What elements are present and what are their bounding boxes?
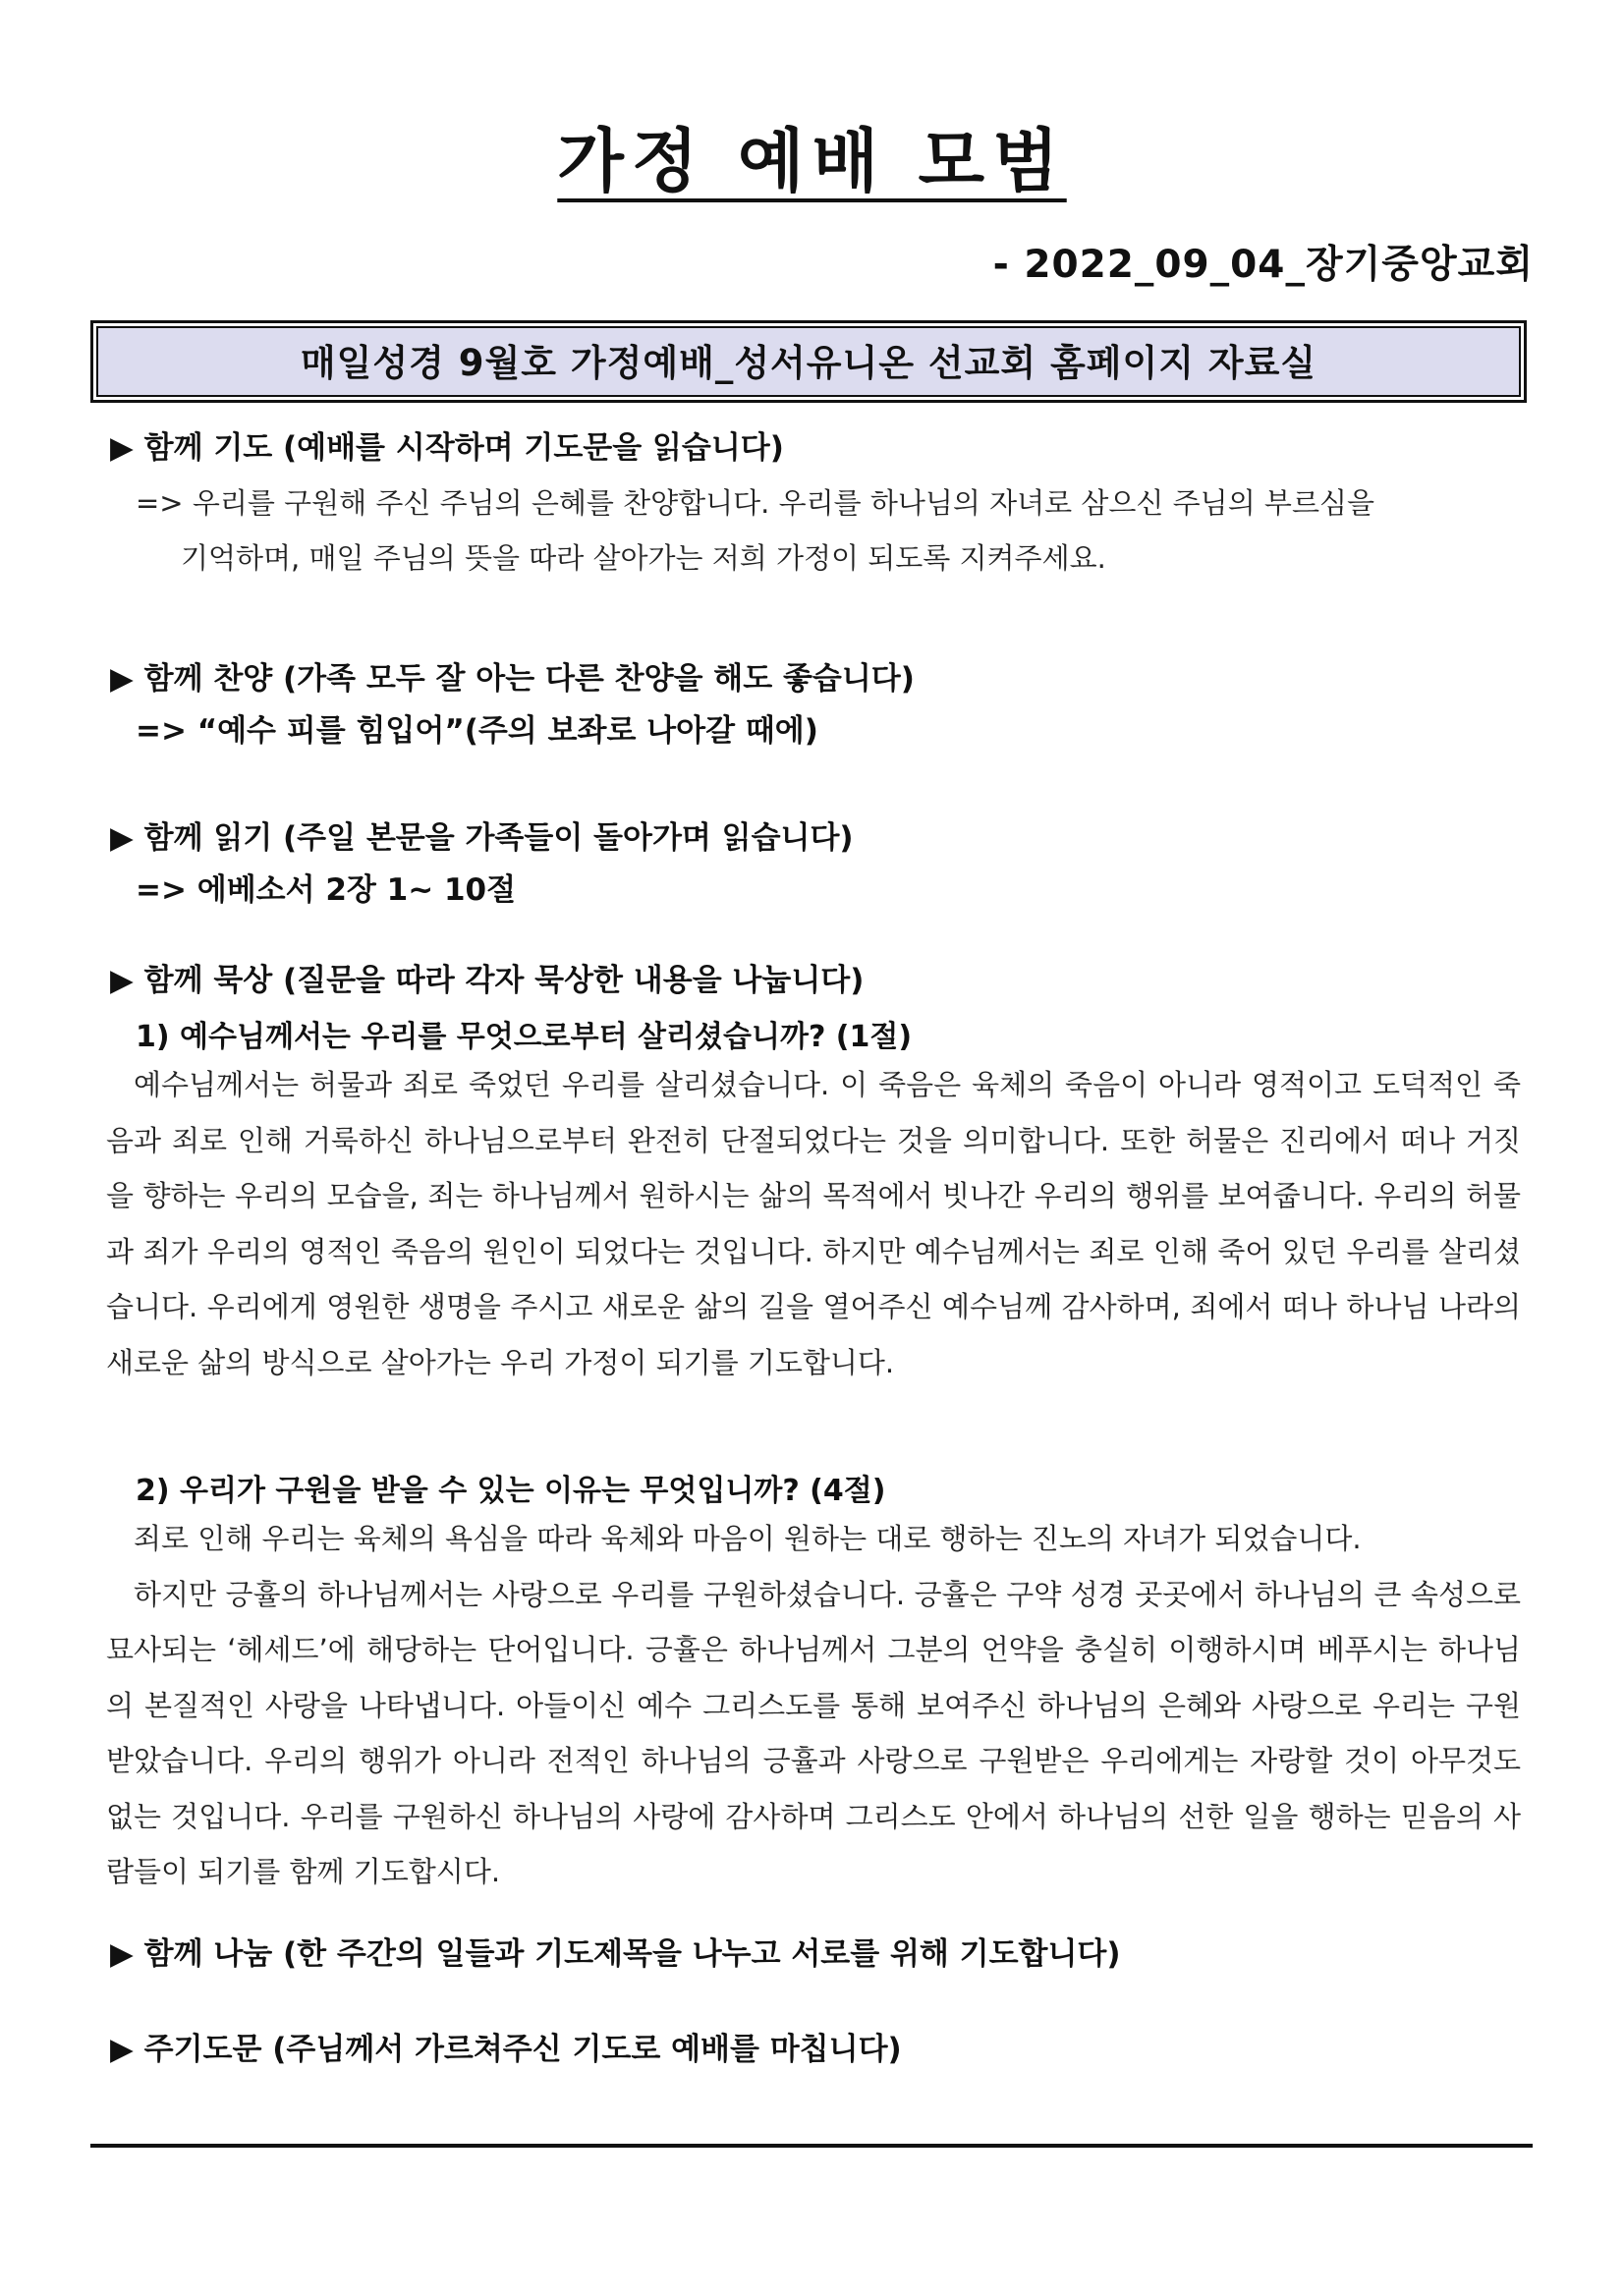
prayer-heading: ▶ 함께 기도 (예배를 시작하며 기도문을 읽습니다): [110, 430, 784, 466]
source-banner-text: 매일성경 9월호 가정예배_성서유니온 선교회 홈페이지 자료실: [96, 326, 1521, 397]
answer-2-text-2: 하지만 긍휼의 하나님께서는 사랑으로 우리를 구원하셨습니다. 긍휼은 구약 성경 곳곳에서 하나님의 큰 속성으로 묘사되는 ‘헤세드’에 해당하는 단어입니다. 긍휼은 하나님께서 그분의 언약을 충실히 이행하시며 베푸시는 하나님의 본질적인 사랑을 나타냅니다. 아들이신 예수 그리스도를 통해 보여주신 하나님의 은혜와 사랑으로 우리는 구원 받았습니다. 우리의 행위가 아니라 전적인 하나님의 긍휼과 사랑으로 구원받은 우리에게는 자랑할 것이 아무것도 없는 것입니다. 우리를 구원하신 하나님의 사랑에 감사하며 그리스도 안에서 하나님의 선한 일을 행하는 믿음의 사람들이 되기를 함께 기도합시다.: [106, 1577, 1521, 1888]
answer-1: [106, 1057, 1521, 1390]
reading-line-1: => 에베소서 2장 1~ 10절: [136, 872, 517, 908]
question-1: 1) 예수님께서는 우리를 무엇으로부터 살리셨습니까? (1절): [136, 1020, 913, 1054]
bottom-rule: [90, 2144, 1533, 2148]
lords-prayer-heading: ▶ 주기도문 (주님께서 가르쳐주신 기도로 예배를 마칩니다): [110, 2032, 902, 2067]
reading-heading: ▶ 함께 읽기 (주일 본문을 가족들이 돌아가며 읽습니다): [110, 820, 854, 856]
praise-line-1: => “예수 피를 힘입어”(주의 보좌로 나아갈 때에): [136, 713, 818, 749]
source-banner: [90, 320, 1527, 403]
page-title: [0, 106, 1624, 205]
prayer-line-2: 기억하며, 매일 주님의 뜻을 따라 살아가는 저희 가정이 되도록 지켜주세요.: [181, 541, 1106, 575]
meditation-heading: ▶ 함께 묵상 (질문을 따라 각자 묵상한 내용을 나눕니다): [110, 963, 865, 998]
sharing-heading: ▶ 함께 나눔 (한 주간의 일들과 기도제목을 나누고 서로를 위해 기도합니다): [110, 1936, 1121, 1972]
answer-1-text: 예수님께서는 허물과 죄로 죽었던 우리를 살리셨습니다. 이 죽음은 육체의 죽음이 아니라 영적이고 도덕적인 죽음과 죄로 인해 거룩하신 하나님으로부터 완전히 단절되었다는 것을 의미합니다. 또한 허물은 진리에서 떠나 거짓을 향하는 우리의 모습을, 죄는 하나님께서 원하시는 삶의 목적에서 빗나간 우리의 행위를 보여줍니다. 우리의 허물과 죄가 우리의 영적인 죽음의 원인이 되었다는 것입니다. 하지만 예수님께서는 죄로 인해 죽어 있던 우리를 살리셨습니다. 우리에게 영원한 생명을 주시고 새로운 삶의 길을 열어주신 예수님께 감사하며, 죄에서 떠나 하나님 나라의 새로운 삶의 방식으로 살아가는 우리 가정이 되기를 기도합니다.: [106, 1068, 1521, 1379]
prayer-line-1: => 우리를 구원해 주신 주님의 은혜를 찬양합니다. 우리를 하나님의 자녀로 삼으신 주님의 부르심을: [136, 486, 1374, 520]
answer-2-text-1: 죄로 인해 우리는 육체의 욕심을 따라 육체와 마음이 원하는 대로 행하는 진노의 자녀가 되었습니다.: [134, 1522, 1362, 1555]
answer-2: [106, 1511, 1521, 1900]
praise-heading: ▶ 함께 찬양 (가족 모두 잘 아는 다른 찬양을 해도 좋습니다): [110, 661, 915, 697]
page-title-text: 가정 예배 모범: [557, 121, 1067, 201]
dateline: - 2022_09_04_장기중앙교회: [992, 243, 1534, 287]
question-2: 2) 우리가 구원을 받을 수 있는 이유는 무엇입니까? (4절): [136, 1474, 886, 1508]
